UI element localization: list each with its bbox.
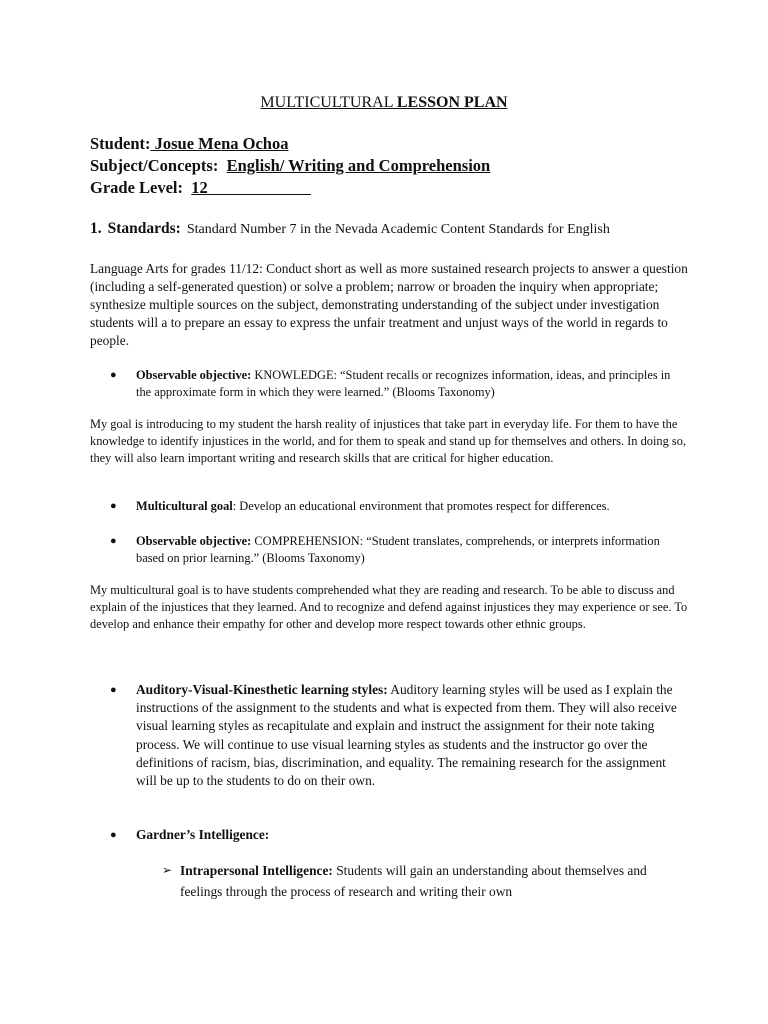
subject-value: English/ Writing and Comprehension [226, 156, 491, 175]
standards-text: Standard Number 7 in the Nevada Academic Content Standards for English [186, 222, 610, 237]
standards-number: 1. [90, 220, 102, 237]
grade-label: Grade Level: [90, 178, 184, 197]
subject-line [90, 156, 490, 176]
bullet-label: Auditory-Visual-Kinesthetic learning styles: [136, 682, 388, 697]
title-bold-text: LESSON PLAN [396, 94, 508, 111]
bullet-text: Auditory learning styles will be used as I explain the instructions of the assignment to the students and what is expected from them. They will also receive visual learning styles as recapitulate and explain and instruct the assignment for their note taking process. We will continue to use visual learning styles as students and the instructor go over the definitions of racism, bias, discrimination, and equality. The remaining research for the assignment will be up to the students to do on their own. [136, 682, 677, 789]
bullet-icon: ● [110, 500, 117, 512]
sub-item-text: Students will gain an understanding about themselves and feelings through the process of research and writing their own [180, 863, 647, 899]
student-label: Student: [90, 134, 151, 153]
bullet-icon: ● [110, 684, 117, 696]
standards-heading [90, 220, 610, 238]
bullet-label: Observable objective: [136, 368, 252, 382]
bullet-label: Multicultural goal [136, 499, 233, 513]
bullet-label: Observable objective: [136, 534, 252, 548]
title-text: MULTICULTURAL [260, 94, 397, 111]
goal-paragraph: My goal is introducing to my student the harsh reality of injustices that take part in everyday life. For them to have the knowledge to identify injustices in the world, and for them to speak and stand up for themselves and others. In doing so, they will also learn important writing and research skills that are critical for higher education. [90, 417, 687, 465]
standards-paragraph: Language Arts for grades 11/12: Conduct short as well as more sustained research projects to answer a question (including a self-generated question) or solve a problem; narrow or broaden the inquiry when appropriate; synthesize multiple sources on the subject, demonstrating understanding of the subject under investigation students will a to prepare an essay to express the unfair treatment and unjust ways of the world in regards to people. [90, 261, 688, 348]
sub-item-label: Intrapersonal Intelligence: [180, 863, 333, 878]
document-title [0, 94, 768, 112]
bullet-icon: ● [110, 829, 117, 841]
bullet-icon: ● [110, 535, 117, 547]
bullet-label: Gardner’s Intelligence: [136, 827, 270, 842]
arrow-bullet-icon: ➢ [162, 863, 173, 877]
bullet-text: KNOWLEDGE: “Student recalls or recognizes information, ideas, and principles in the approximate form in which they were learned.” (Blooms Taxonomy) [136, 368, 671, 399]
multicultural-paragraph: My multicultural goal is to have students comprehended what they are reading and research. To be able to discuss and explain of the injustices that they learned. And to recognize and defend against injustices they may experience or see. To develop and enhance their empathy for other and develop more respect towards other ethnic groups. [90, 583, 688, 631]
bullet-icon: ● [110, 369, 117, 381]
student-name: Josue Mena Ochoa [150, 134, 289, 153]
grade-value: 12 [191, 178, 208, 197]
grade-line [90, 178, 311, 198]
subject-label: Subject/Concepts: [90, 156, 219, 175]
student-line [90, 134, 288, 154]
standards-label: Standards: [107, 220, 181, 237]
bullet-text: COMPREHENSION: “Student translates, comprehends, or interprets information based on prior learning.” (Blooms Taxonomy) [136, 534, 660, 565]
bullet-text: : Develop an educational environment that promotes respect for differences. [232, 499, 610, 513]
